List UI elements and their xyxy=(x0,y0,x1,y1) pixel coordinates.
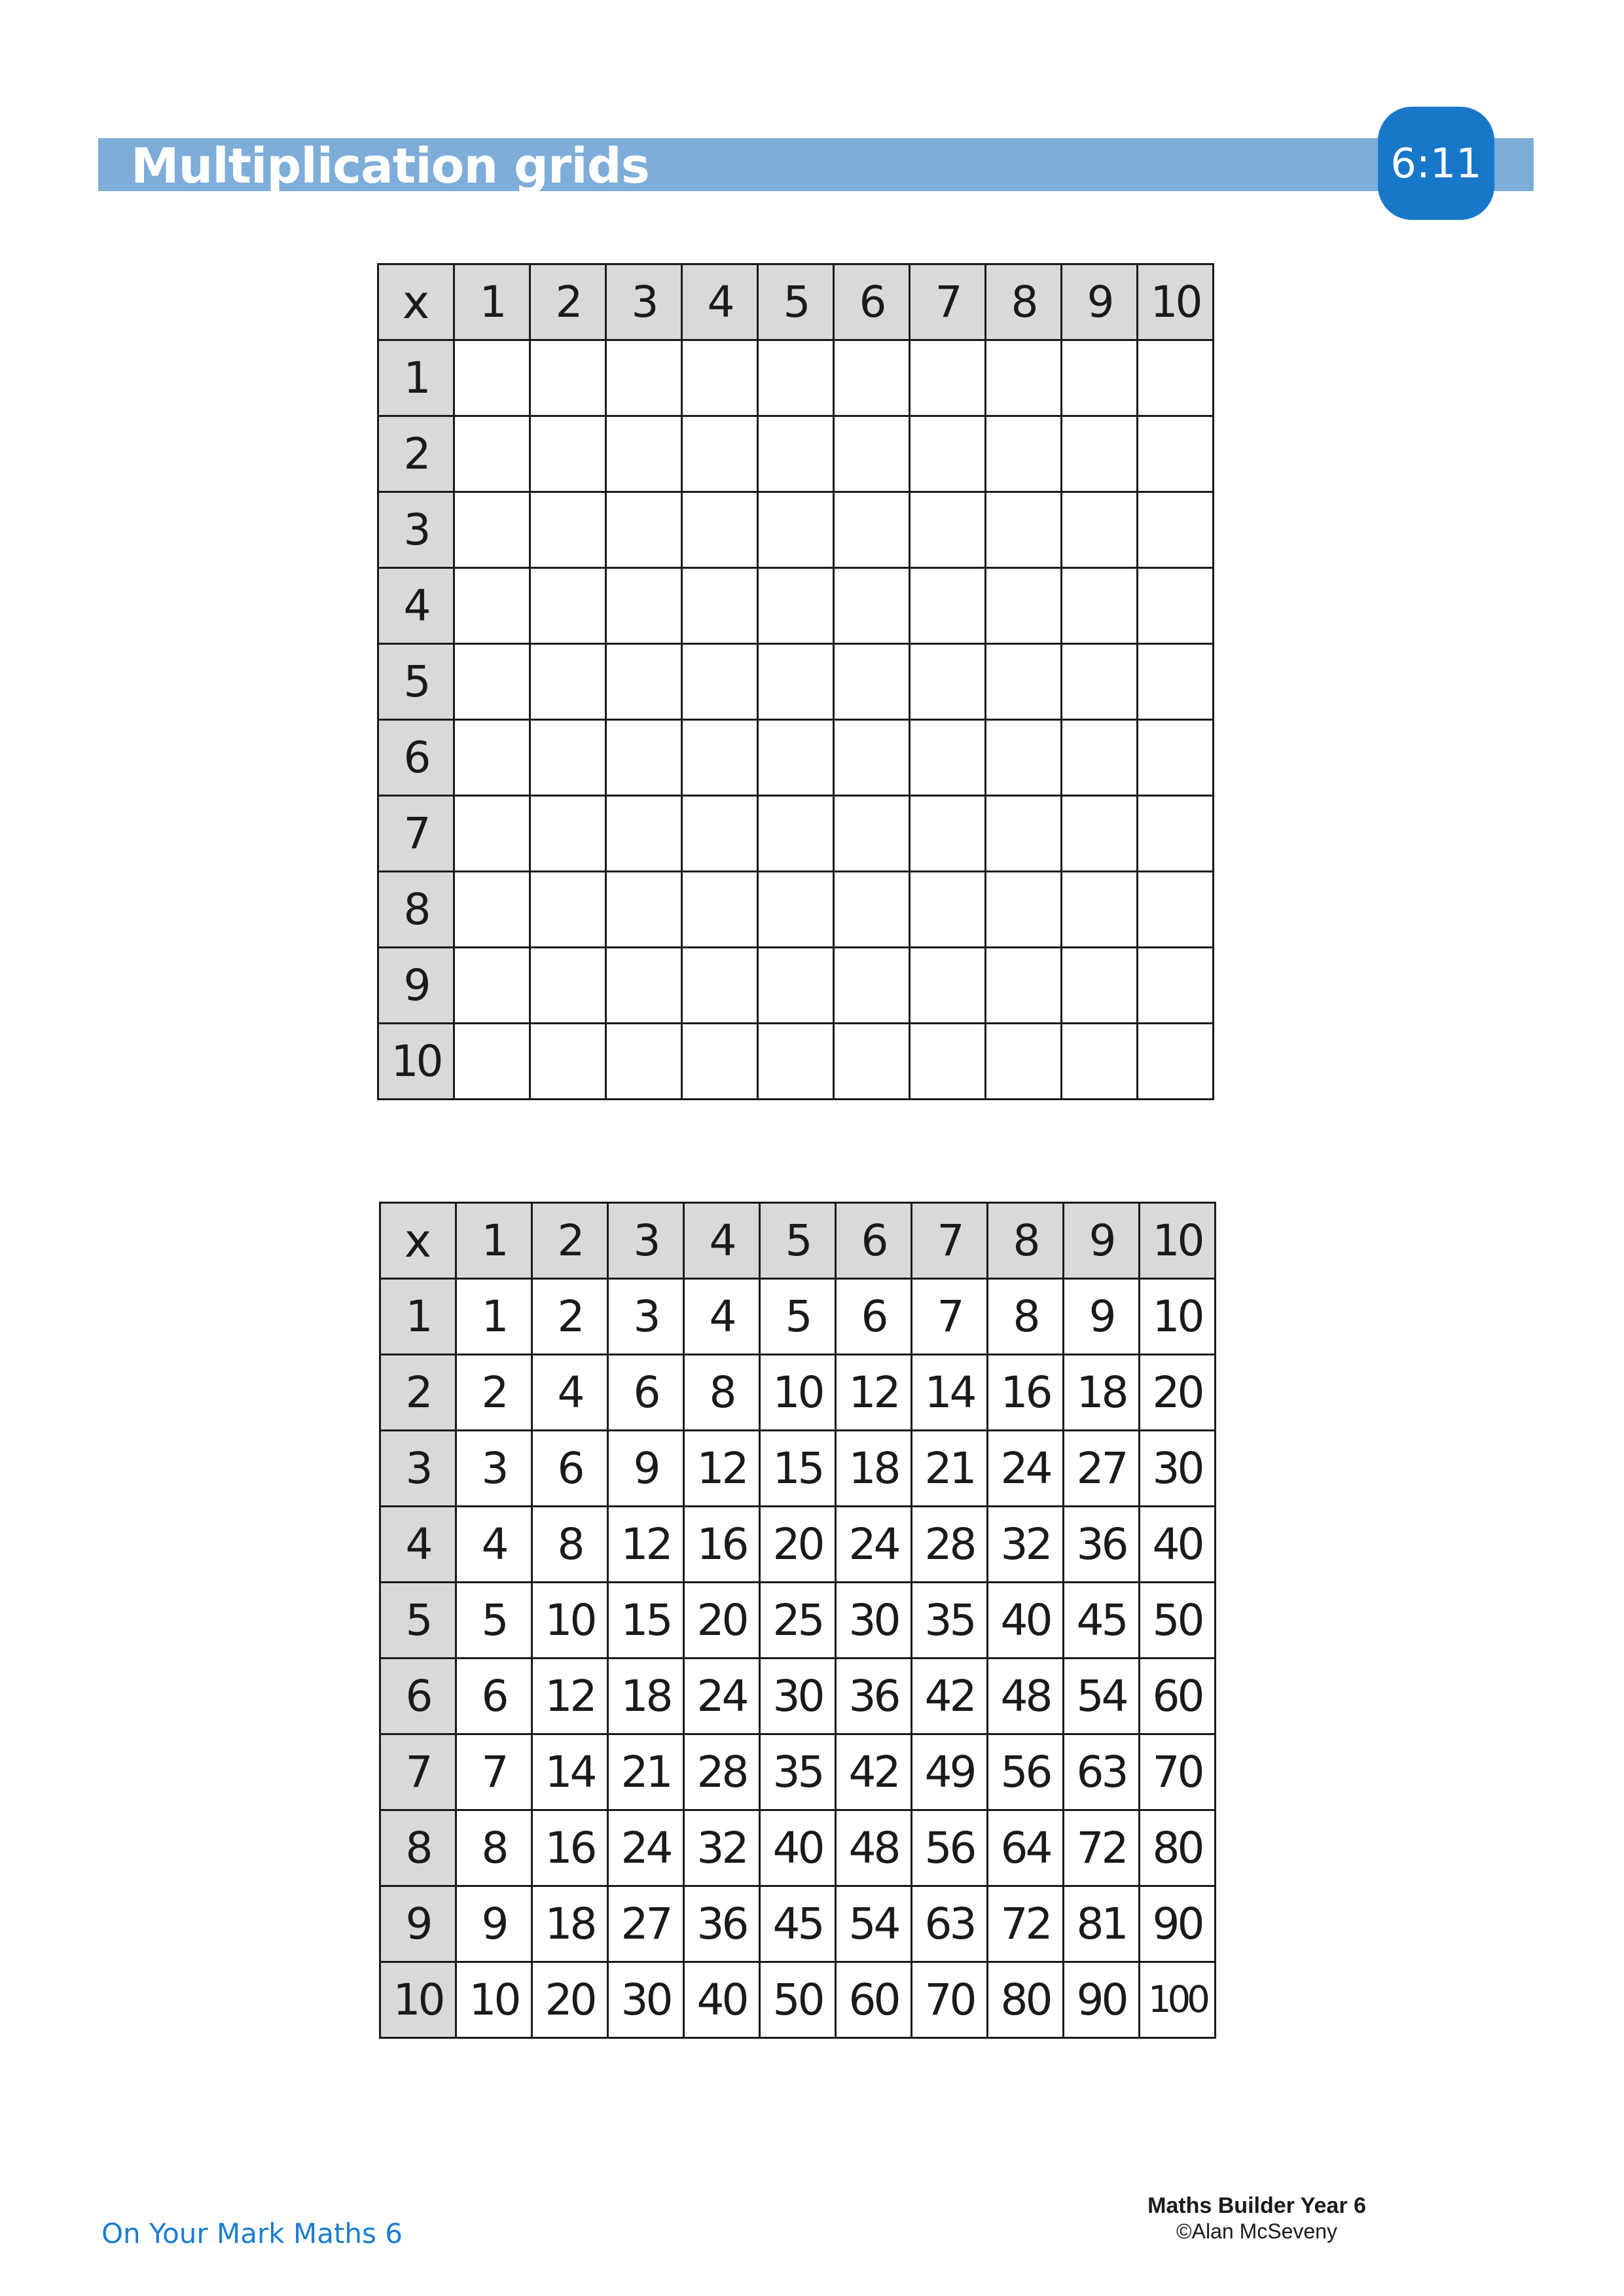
grid-row xyxy=(380,1810,1216,1886)
empty-cell xyxy=(530,568,606,644)
product-cell: 9 xyxy=(1064,1279,1140,1355)
product-cell: 32 xyxy=(684,1810,760,1886)
empty-cell xyxy=(454,948,530,1024)
grid-row xyxy=(380,1962,1216,2038)
product-cell: 4 xyxy=(684,1279,760,1355)
product-cell: 18 xyxy=(608,1659,684,1734)
product-cell: 18 xyxy=(532,1886,608,1962)
product-cell: 16 xyxy=(532,1810,608,1886)
empty-cell xyxy=(1062,720,1138,796)
product-cell: 80 xyxy=(988,1962,1064,2038)
row-header: 9 xyxy=(380,1886,456,1962)
product-cell: 90 xyxy=(1064,1962,1140,2038)
row-header: 4 xyxy=(380,1507,456,1583)
empty-cell xyxy=(606,416,682,492)
column-header: 2 xyxy=(530,264,606,340)
footer-series: On Your Mark Maths 6 xyxy=(101,2217,403,2250)
title-bar xyxy=(98,138,1534,194)
product-cell: 3 xyxy=(608,1279,684,1355)
empty-cell xyxy=(834,1024,910,1100)
row-header: 1 xyxy=(378,340,454,416)
product-cell: 18 xyxy=(836,1431,912,1507)
empty-cell xyxy=(682,568,758,644)
row-header: 9 xyxy=(378,948,454,1024)
product-cell: 30 xyxy=(836,1583,912,1659)
grid-row xyxy=(378,948,1214,1024)
empty-cell xyxy=(682,1024,758,1100)
empty-cell xyxy=(758,720,834,796)
grid-row xyxy=(378,796,1214,872)
grid-row xyxy=(380,1659,1216,1734)
product-cell: 12 xyxy=(532,1659,608,1734)
grid-row xyxy=(378,1024,1214,1100)
empty-cell xyxy=(758,796,834,872)
column-header: 6 xyxy=(834,264,910,340)
empty-cell xyxy=(910,416,986,492)
product-cell: 30 xyxy=(760,1659,836,1734)
grid-row xyxy=(378,644,1214,720)
grid-row xyxy=(380,1355,1216,1431)
row-header: 3 xyxy=(378,492,454,568)
product-cell: 21 xyxy=(608,1734,684,1810)
empty-cell xyxy=(1138,340,1214,416)
empty-cell xyxy=(606,568,682,644)
product-cell: 12 xyxy=(836,1355,912,1431)
empty-cell xyxy=(910,1024,986,1100)
product-cell: 48 xyxy=(836,1810,912,1886)
empty-cell xyxy=(682,492,758,568)
product-cell: 18 xyxy=(1064,1355,1140,1431)
product-cell: 3 xyxy=(456,1431,532,1507)
column-header: 6 xyxy=(836,1203,912,1279)
empty-cell xyxy=(454,1024,530,1100)
row-header: 8 xyxy=(380,1810,456,1886)
empty-cell xyxy=(910,720,986,796)
grid-row xyxy=(378,416,1214,492)
grid-row xyxy=(380,1431,1216,1507)
empty-cell xyxy=(986,644,1062,720)
row-header: 5 xyxy=(378,644,454,720)
product-cell: 10 xyxy=(456,1962,532,2038)
page-number-badge: 6:11 xyxy=(1378,107,1494,220)
empty-cell xyxy=(682,872,758,948)
product-cell: 8 xyxy=(532,1507,608,1583)
row-header: 4 xyxy=(378,568,454,644)
empty-cell xyxy=(910,340,986,416)
product-cell: 63 xyxy=(912,1886,988,1962)
product-cell: 5 xyxy=(456,1583,532,1659)
product-cell: 60 xyxy=(1140,1659,1216,1734)
column-header: 5 xyxy=(760,1203,836,1279)
product-cell: 45 xyxy=(760,1886,836,1962)
empty-cell xyxy=(834,796,910,872)
product-cell: 10 xyxy=(760,1355,836,1431)
empty-cell xyxy=(834,340,910,416)
product-cell: 6 xyxy=(456,1659,532,1734)
product-cell: 35 xyxy=(760,1734,836,1810)
empty-cell xyxy=(1062,796,1138,872)
product-cell: 1 xyxy=(456,1279,532,1355)
product-cell: 54 xyxy=(836,1886,912,1962)
empty-cell xyxy=(530,492,606,568)
grid-row xyxy=(380,1507,1216,1583)
product-cell: 20 xyxy=(532,1962,608,2038)
column-header: 10 xyxy=(1138,264,1214,340)
product-cell: 56 xyxy=(912,1810,988,1886)
product-cell: 2 xyxy=(532,1279,608,1355)
header-row xyxy=(380,1203,1216,1279)
product-cell: 20 xyxy=(1140,1355,1216,1431)
empty-cell xyxy=(986,416,1062,492)
empty-cell xyxy=(986,492,1062,568)
empty-cell xyxy=(606,948,682,1024)
empty-cell xyxy=(758,644,834,720)
empty-cell xyxy=(986,720,1062,796)
grid-row xyxy=(380,1583,1216,1659)
product-cell: 7 xyxy=(456,1734,532,1810)
product-cell: 9 xyxy=(456,1886,532,1962)
row-header: 3 xyxy=(380,1431,456,1507)
empty-cell xyxy=(986,948,1062,1024)
empty-cell xyxy=(1138,492,1214,568)
product-cell: 9 xyxy=(608,1431,684,1507)
product-cell: 42 xyxy=(912,1659,988,1734)
product-cell: 28 xyxy=(912,1507,988,1583)
product-cell: 21 xyxy=(912,1431,988,1507)
product-cell: 24 xyxy=(836,1507,912,1583)
column-header: 8 xyxy=(988,1203,1064,1279)
empty-cell xyxy=(834,568,910,644)
empty-cell xyxy=(682,644,758,720)
empty-cell xyxy=(1062,340,1138,416)
column-header: 1 xyxy=(456,1203,532,1279)
empty-cell xyxy=(910,568,986,644)
empty-cell xyxy=(530,1024,606,1100)
empty-cell xyxy=(834,720,910,796)
row-header: 10 xyxy=(378,1024,454,1100)
empty-cell xyxy=(1062,492,1138,568)
empty-cell xyxy=(530,720,606,796)
product-cell: 24 xyxy=(608,1810,684,1886)
empty-cell xyxy=(454,568,530,644)
product-cell: 28 xyxy=(684,1734,760,1810)
empty-cell xyxy=(758,568,834,644)
empty-cell xyxy=(986,1024,1062,1100)
empty-cell xyxy=(1138,948,1214,1024)
empty-cell xyxy=(530,872,606,948)
product-cell: 50 xyxy=(760,1962,836,2038)
column-header: 4 xyxy=(684,1203,760,1279)
empty-cell xyxy=(454,644,530,720)
empty-cell xyxy=(758,492,834,568)
column-header: 3 xyxy=(606,264,682,340)
row-header: 2 xyxy=(380,1355,456,1431)
product-cell: 25 xyxy=(760,1583,836,1659)
empty-cell xyxy=(1062,568,1138,644)
row-header: 8 xyxy=(378,872,454,948)
product-cell: 30 xyxy=(1140,1431,1216,1507)
empty-cell xyxy=(1062,644,1138,720)
grid-row xyxy=(378,720,1214,796)
empty-cell xyxy=(606,492,682,568)
blank-multiplication-grid xyxy=(377,263,1214,1100)
grid-row xyxy=(378,492,1214,568)
empty-cell xyxy=(834,872,910,948)
product-cell: 14 xyxy=(912,1355,988,1431)
footer-book-title: Maths Builder Year 6 xyxy=(1147,2193,1366,2218)
empty-cell xyxy=(606,872,682,948)
product-cell: 40 xyxy=(1140,1507,1216,1583)
empty-cell xyxy=(910,872,986,948)
empty-cell xyxy=(1138,872,1214,948)
product-cell: 36 xyxy=(684,1886,760,1962)
header-row xyxy=(378,264,1214,340)
empty-cell xyxy=(910,492,986,568)
empty-cell xyxy=(606,1024,682,1100)
product-cell: 72 xyxy=(988,1886,1064,1962)
empty-cell xyxy=(606,340,682,416)
product-cell: 90 xyxy=(1140,1886,1216,1962)
empty-cell xyxy=(1138,796,1214,872)
column-header: 2 xyxy=(532,1203,608,1279)
product-cell: 30 xyxy=(608,1962,684,2038)
empty-cell xyxy=(1062,416,1138,492)
empty-cell xyxy=(758,872,834,948)
empty-cell xyxy=(454,416,530,492)
product-cell: 4 xyxy=(456,1507,532,1583)
empty-cell xyxy=(682,416,758,492)
product-cell: 35 xyxy=(912,1583,988,1659)
column-header: 1 xyxy=(454,264,530,340)
empty-cell xyxy=(758,340,834,416)
product-cell: 70 xyxy=(1140,1734,1216,1810)
product-cell: 5 xyxy=(760,1279,836,1355)
row-header: 6 xyxy=(380,1659,456,1734)
empty-cell xyxy=(834,644,910,720)
column-header: 7 xyxy=(910,264,986,340)
product-cell: 63 xyxy=(1064,1734,1140,1810)
product-cell: 32 xyxy=(988,1507,1064,1583)
product-cell: 6 xyxy=(608,1355,684,1431)
column-header: 4 xyxy=(682,264,758,340)
empty-cell xyxy=(758,948,834,1024)
multiply-symbol: x xyxy=(378,264,454,340)
empty-cell xyxy=(454,340,530,416)
empty-cell xyxy=(834,948,910,1024)
product-cell: 49 xyxy=(912,1734,988,1810)
empty-cell xyxy=(758,416,834,492)
row-header: 10 xyxy=(380,1962,456,2038)
grid-row xyxy=(378,568,1214,644)
row-header: 7 xyxy=(380,1734,456,1810)
empty-cell xyxy=(910,796,986,872)
empty-cell xyxy=(834,416,910,492)
empty-cell xyxy=(530,948,606,1024)
product-cell: 80 xyxy=(1140,1810,1216,1886)
product-cell: 10 xyxy=(532,1583,608,1659)
row-header: 7 xyxy=(378,796,454,872)
product-cell: 8 xyxy=(456,1810,532,1886)
empty-cell xyxy=(758,1024,834,1100)
empty-cell xyxy=(986,568,1062,644)
empty-cell xyxy=(1062,1024,1138,1100)
product-cell: 81 xyxy=(1064,1886,1140,1962)
grid-row xyxy=(380,1734,1216,1810)
empty-cell xyxy=(1138,1024,1214,1100)
product-cell: 48 xyxy=(988,1659,1064,1734)
empty-cell xyxy=(986,796,1062,872)
product-cell: 27 xyxy=(1064,1431,1140,1507)
empty-cell xyxy=(682,340,758,416)
product-cell: 12 xyxy=(684,1431,760,1507)
product-cell: 6 xyxy=(836,1279,912,1355)
product-cell: 40 xyxy=(988,1583,1064,1659)
empty-cell xyxy=(530,416,606,492)
empty-cell xyxy=(1138,416,1214,492)
product-cell: 15 xyxy=(760,1431,836,1507)
empty-cell xyxy=(454,720,530,796)
product-cell: 12 xyxy=(608,1507,684,1583)
column-header: 7 xyxy=(912,1203,988,1279)
empty-cell xyxy=(986,872,1062,948)
product-cell: 7 xyxy=(912,1279,988,1355)
grid-row xyxy=(378,872,1214,948)
empty-cell xyxy=(606,796,682,872)
empty-cell xyxy=(682,796,758,872)
product-cell: 4 xyxy=(532,1355,608,1431)
footer-copyright: ©Alan McSeveny xyxy=(1176,2219,1337,2243)
column-header: 9 xyxy=(1062,264,1138,340)
product-cell: 8 xyxy=(988,1279,1064,1355)
grid-row xyxy=(380,1886,1216,1962)
empty-cell xyxy=(530,796,606,872)
product-cell: 15 xyxy=(608,1583,684,1659)
grid-row xyxy=(380,1279,1216,1355)
product-cell: 24 xyxy=(988,1431,1064,1507)
empty-cell xyxy=(1062,948,1138,1024)
product-cell: 54 xyxy=(1064,1659,1140,1734)
column-header: 5 xyxy=(758,264,834,340)
multiply-symbol: x xyxy=(380,1203,456,1279)
empty-cell xyxy=(454,492,530,568)
product-cell: 16 xyxy=(988,1355,1064,1431)
grid-row xyxy=(378,340,1214,416)
product-cell: 70 xyxy=(912,1962,988,2038)
completed-multiplication-grid xyxy=(379,1202,1216,2039)
product-cell: 10 xyxy=(1140,1279,1216,1355)
empty-cell xyxy=(1138,644,1214,720)
product-cell: 16 xyxy=(684,1507,760,1583)
empty-cell xyxy=(834,492,910,568)
product-cell: 36 xyxy=(1064,1507,1140,1583)
empty-cell xyxy=(682,948,758,1024)
empty-cell xyxy=(454,872,530,948)
empty-cell xyxy=(986,340,1062,416)
product-cell: 14 xyxy=(532,1734,608,1810)
product-cell: 56 xyxy=(988,1734,1064,1810)
empty-cell xyxy=(1138,568,1214,644)
product-cell: 64 xyxy=(988,1810,1064,1886)
product-cell: 24 xyxy=(684,1659,760,1734)
empty-cell xyxy=(910,948,986,1024)
page-title: Multiplication grids xyxy=(131,138,649,194)
product-cell: 2 xyxy=(456,1355,532,1431)
product-cell: 36 xyxy=(836,1659,912,1734)
product-cell: 42 xyxy=(836,1734,912,1810)
product-cell: 50 xyxy=(1140,1583,1216,1659)
row-header: 5 xyxy=(380,1583,456,1659)
empty-cell xyxy=(530,340,606,416)
empty-cell xyxy=(1062,872,1138,948)
product-cell: 60 xyxy=(836,1962,912,2038)
empty-cell xyxy=(606,720,682,796)
empty-cell xyxy=(454,796,530,872)
empty-cell xyxy=(530,644,606,720)
product-cell: 8 xyxy=(684,1355,760,1431)
product-cell: 6 xyxy=(532,1431,608,1507)
empty-cell xyxy=(682,720,758,796)
row-header: 2 xyxy=(378,416,454,492)
empty-cell xyxy=(606,644,682,720)
product-cell: 45 xyxy=(1064,1583,1140,1659)
product-cell: 72 xyxy=(1064,1810,1140,1886)
row-header: 1 xyxy=(380,1279,456,1355)
product-cell: 40 xyxy=(684,1962,760,2038)
column-header: 3 xyxy=(608,1203,684,1279)
column-header: 10 xyxy=(1140,1203,1216,1279)
empty-cell xyxy=(1138,720,1214,796)
empty-cell xyxy=(910,644,986,720)
product-cell: 20 xyxy=(684,1583,760,1659)
column-header: 8 xyxy=(986,264,1062,340)
product-cell: 40 xyxy=(760,1810,836,1886)
footer-credits xyxy=(1047,2193,1466,2244)
product-cell: 20 xyxy=(760,1507,836,1583)
product-cell: 27 xyxy=(608,1886,684,1962)
column-header: 9 xyxy=(1064,1203,1140,1279)
row-header: 6 xyxy=(378,720,454,796)
product-cell: 100 xyxy=(1140,1962,1216,2038)
